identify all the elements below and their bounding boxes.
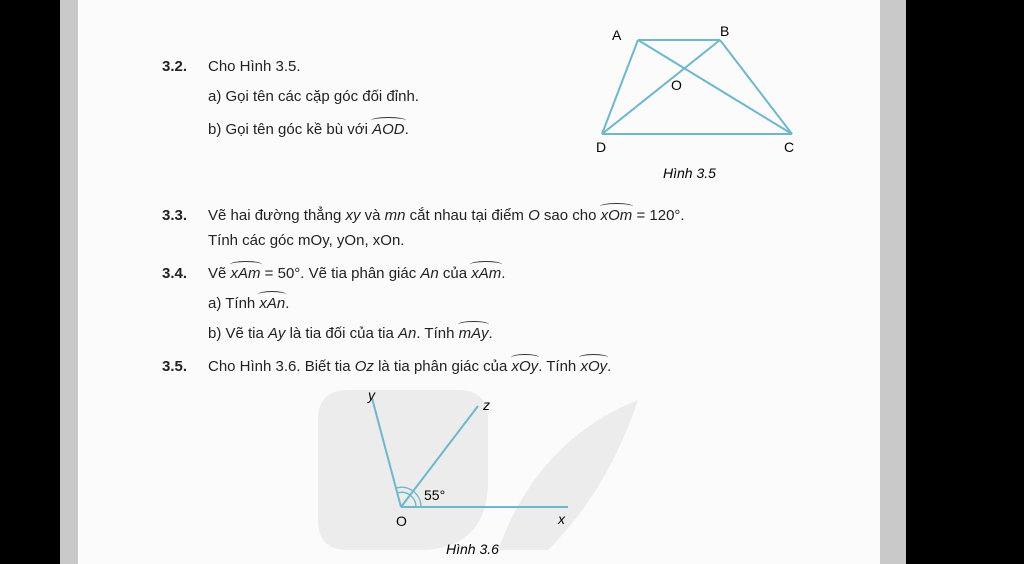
exercise-number: 3.4. xyxy=(162,265,188,282)
exercise-part-a: a) Tính xAn. xyxy=(208,295,290,312)
figure-3-5 xyxy=(588,24,828,194)
figure-caption: Hình 3.5 xyxy=(663,165,716,181)
exercise-text-line2: Tính các góc mOy, yOn, xOn. xyxy=(208,232,405,249)
label-A: A xyxy=(612,27,622,43)
exercise-number: 3.3. xyxy=(162,207,188,224)
exercise-part-b: b) Vẽ tia Ay là tia đối của tia An. Tính mAy. xyxy=(208,325,493,342)
label-O: O xyxy=(396,513,407,529)
exercise-part-b: b) Gọi tên góc kề bù với AOD. xyxy=(208,121,409,138)
viewer-frame-right xyxy=(880,0,906,564)
label-z: z xyxy=(483,397,490,413)
exercise-text: Cho Hình 3.5. xyxy=(208,58,301,75)
label-y: y xyxy=(368,387,375,403)
exercise-number: 3.5. xyxy=(162,358,188,375)
label-D: D xyxy=(596,139,607,155)
exercise-part-a: a) Gọi tên các cặp góc đối đỉnh. xyxy=(208,88,419,105)
label-C: C xyxy=(784,139,795,155)
exercise-text: Vẽ xAm = 50°. Vẽ tia phân giác An của xAm. xyxy=(208,265,506,282)
textbook-page xyxy=(78,0,880,564)
angle-label: 55° xyxy=(424,487,446,503)
figure-3-6 xyxy=(358,384,598,564)
exercise-text: Vẽ hai đường thẳng xy và mn cắt nhau tại điểm O sao cho xOm = 120°. xyxy=(208,207,685,224)
exercise-number: 3.2. xyxy=(162,58,188,75)
exercise-text: Cho Hình 3.6. Biết tia Oz là tia phân giác của xOy. Tính xOy. xyxy=(208,358,612,375)
label-B: B xyxy=(720,24,730,39)
figure-caption: Hình 3.6 xyxy=(446,541,499,557)
label-x: x xyxy=(558,511,565,527)
label-O: O xyxy=(671,77,682,93)
viewer-frame-left xyxy=(60,0,78,564)
